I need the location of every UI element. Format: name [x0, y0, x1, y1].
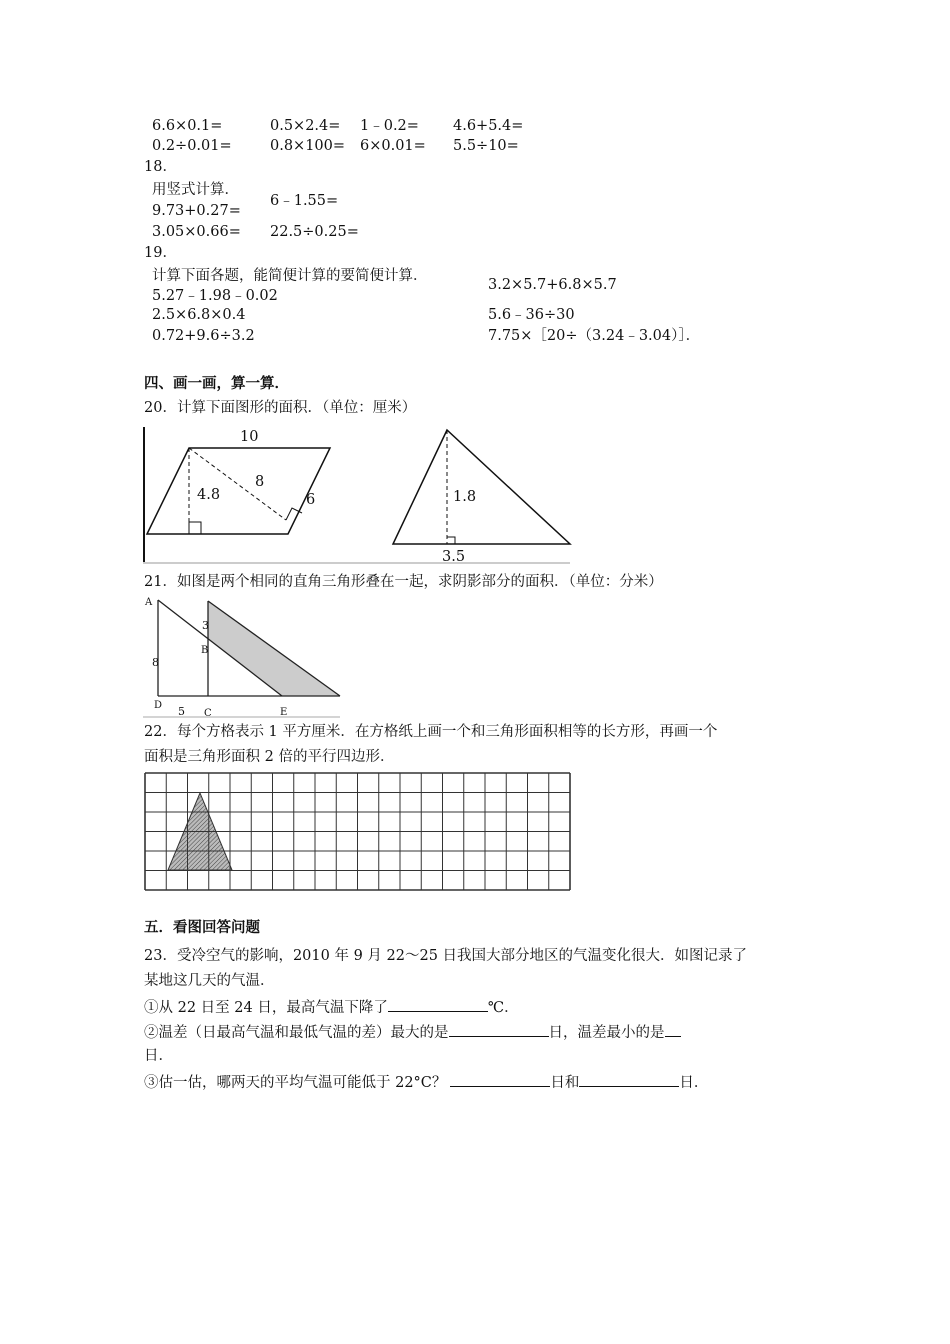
text: 日和: [550, 1075, 580, 1091]
question-text: 某地这几天的气温．: [144, 973, 275, 989]
text: ①从 22 日至 24 日，最高气温下降了: [144, 1000, 388, 1016]
expr: 6﹣1.55=: [270, 193, 339, 209]
label: E: [280, 707, 288, 718]
label: 1.8: [453, 489, 477, 505]
label: 8: [152, 656, 159, 669]
answer-blank[interactable]: [579, 1072, 679, 1087]
label: 3.5: [442, 549, 466, 565]
text: ③估一估，哪两天的平均气温可能低于 22°C？: [144, 1075, 447, 1091]
expr: 0.2÷0.01=: [152, 138, 232, 154]
expr: 6×0.01=: [360, 138, 426, 154]
label: C: [204, 708, 212, 719]
answer-blank[interactable]: [449, 1022, 549, 1037]
question-text: 21．如图是两个相同的直角三角形叠在一起，求阴影部分的面积．（单位：分米）: [144, 574, 663, 590]
question-text: 20．计算下面图形的面积．（单位：厘米）: [144, 400, 417, 416]
expr: 0.72+9.6÷3.2: [152, 328, 255, 344]
text: 日，温差最小的是: [548, 1025, 665, 1041]
section-heading: 五．看图回答问题: [144, 919, 260, 936]
expr: 7.75×［20÷（3.24﹣3.04）］．: [488, 328, 701, 344]
sub-question-2: [144, 1022, 681, 1042]
answer-blank[interactable]: [388, 997, 488, 1012]
label: A: [145, 597, 153, 608]
sub-question-3: [144, 1072, 708, 1092]
triangle: [393, 430, 570, 544]
sub-question-1: [144, 997, 519, 1017]
expr: 6.6×0.1=: [152, 118, 223, 134]
label: 10: [240, 429, 259, 445]
expr: 0.5×2.4=: [270, 118, 341, 134]
text: ℃．: [487, 1000, 519, 1016]
instruction: 计算下面各题，能简便计算的要简便计算．: [152, 268, 428, 284]
expr: 1﹣0.2=: [360, 118, 419, 134]
expr: 5.6﹣36÷30: [488, 307, 575, 323]
question-number: 18．: [144, 159, 177, 175]
question-number: 19．: [144, 245, 177, 261]
text: 日．: [679, 1075, 709, 1091]
section-heading: 四、画一画，算一算．: [144, 375, 289, 392]
expr: 5.5÷10=: [453, 138, 519, 154]
label: 5: [178, 705, 185, 718]
expr: 4.6+5.4=: [453, 118, 524, 134]
label: D: [154, 700, 163, 711]
expr: 9.73+0.27=: [152, 203, 241, 219]
parallelogram: [147, 448, 330, 534]
label: B: [201, 645, 209, 656]
expr: 3.2×5.7+6.8×5.7: [488, 277, 617, 293]
expr: 22.5÷0.25=: [270, 224, 359, 240]
answer-blank[interactable]: [450, 1072, 550, 1087]
label: 3: [202, 619, 209, 632]
q21-figure: [143, 600, 340, 717]
expr: 3.05×0.66=: [152, 224, 241, 240]
label: 6: [306, 492, 316, 508]
instruction: 用竖式计算．: [152, 182, 239, 198]
expr: 0.8×100=: [270, 138, 346, 154]
question-text: 22．每个方格表示 1 平方厘米．在方格纸上画一个和三角形面积相等的长方形，再画一个: [144, 724, 718, 740]
question-text: 面积是三角形面积 2 倍的平行四边形．: [144, 749, 395, 765]
expr: 2.5×6.8×0.4: [152, 307, 246, 323]
question-text: 23．受冷空气的影响，2010 年 9 月 22～25 日我国大部分地区的气温变化很大．如图记录了: [144, 948, 748, 964]
text: 日．: [144, 1048, 173, 1064]
expr: 5.27﹣1.98﹣0.02: [152, 288, 278, 304]
text: ②温差（日最高气温和最低气温的差）最大的是: [144, 1025, 449, 1041]
q22-grid: [145, 773, 570, 890]
answer-blank[interactable]: [665, 1022, 681, 1037]
label: 8: [255, 474, 265, 490]
label: 4.8: [197, 487, 221, 503]
